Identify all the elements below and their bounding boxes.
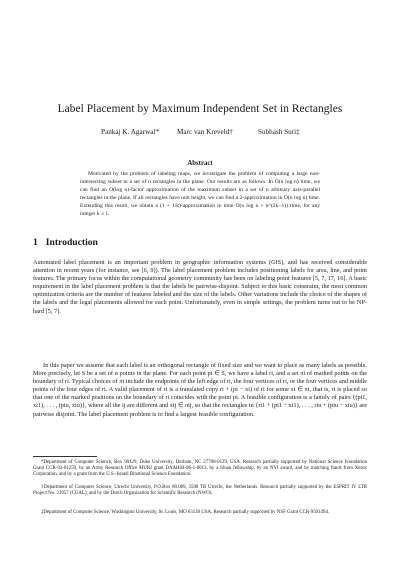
abstract-text: Motivated by the problem of labeling maps, we investigate the problem of computing a large non-intersecting subset in a set of n rectangles in the plane. Our results are as follows. In O(n log n) time, we can find an O(log n)-factor approximation of the maximum subset in a set of n arbitrary axis-parallel rectangles in the plane. If all rectangles have unit height, we can find a 2-approximation in O(n log n) time. Extending this result, we obtain a (1 + 1/k)-approximation in time O(n log n + n^(2k−1)) time, for any integer k ≥ 1. xyxy=(80,171,320,217)
paper-title: Label Placement by Maximum Independent Set in Rectangles xyxy=(57,103,343,115)
footnote-1: *Department of Computer Science, Box 90129, Duke University, Durham, NC 27708-0129, USA. Research partially supported by National Science Foundation Grant CCR-93-01259, by an Army Research Office MURI grant DAAH04-96-1-0013, by a Sloan fellowship, by an NYI award, and by matching funds from Xerox Corporation, and by a grant from the U.S.-Israeli Binational Science Foundation. xyxy=(33,460,367,477)
author-2: Marc van Kreveld† xyxy=(177,128,233,136)
section-heading xyxy=(33,237,98,248)
abstract-heading: Abstract xyxy=(187,160,213,167)
footnote-3: ‡Department of Computer Science, Washington University, St. Louis, MO 63130 USA. Research partially supported by NSF Grant CCR-9501494. xyxy=(41,510,330,515)
footnote-2: †Department of Computer Science, Utrecht University, P.O.Box 80.089, 3508 TB Utrecht, the Netherlands. Research partially supported by the ESPRIT IV LTR Project No. 21957 (CGAL), and by the Dutch Organization for Scientific Research (NWO). xyxy=(33,485,367,496)
author-3: Subhash Suri‡ xyxy=(258,128,300,136)
section-number: 1 xyxy=(33,237,38,248)
section-title: Introduction xyxy=(45,237,98,248)
footnote-rule xyxy=(33,456,97,457)
author-1: Pankaj K. Agarwal* xyxy=(101,128,160,136)
intro-paragraph-1: Automated label placement is an important problem in geographic information systems (GIS), and has received considerable attention in recent years (for instance, see [6, 9]). The label placement problem includes positioning labels for area, line, and point features. The primary focus within the computational geometry community has been on labeling point features [5, 7, 17, 16]. A basic requirement in the label placement problem is that the labels be pairwise-disjoint. Subject to this basic constraint, the most common optimization criteria are the number of features labeled and the size of the labels. Other variations include the choice of the shapes of the labels and the legal placements allowed for each point. Unfortunately, even in simple settings, the problem turns out to be NP-hard [5, 7]. xyxy=(33,259,367,315)
intro-paragraph-2: In this paper we assume that each label is an orthogonal rectangle of fixed size and we want to place as many labels as possible. More precisely, let S be a set of n points in the plane. For each point pi ∈ S, we have a label ri, and a set πi of marked points on the boundary of ri. Typical choices of πi include the endpoints of the left edge of ri, the four vertices of ri, or the four vertices and middle points of the four edges of ri. A valid placement of ri is a translated copy ri + (pi − xi) of ri for some xi ∈ πi, that is, ri is placed so that one of the marked positions on the boundary of ri coincides with the point pi. A feasible configuration is a family of pairs {(pi1, xi1), . . . , (piu, xiu)}, where all the ij are different and xij ∈ πij, so that the rectangles in {ri1 + (pi1 − xi1), . . . , riu + (piu − xiu)} are pairwise disjoint. The label placement problem is to find a largest feasible configuration. xyxy=(33,362,367,418)
